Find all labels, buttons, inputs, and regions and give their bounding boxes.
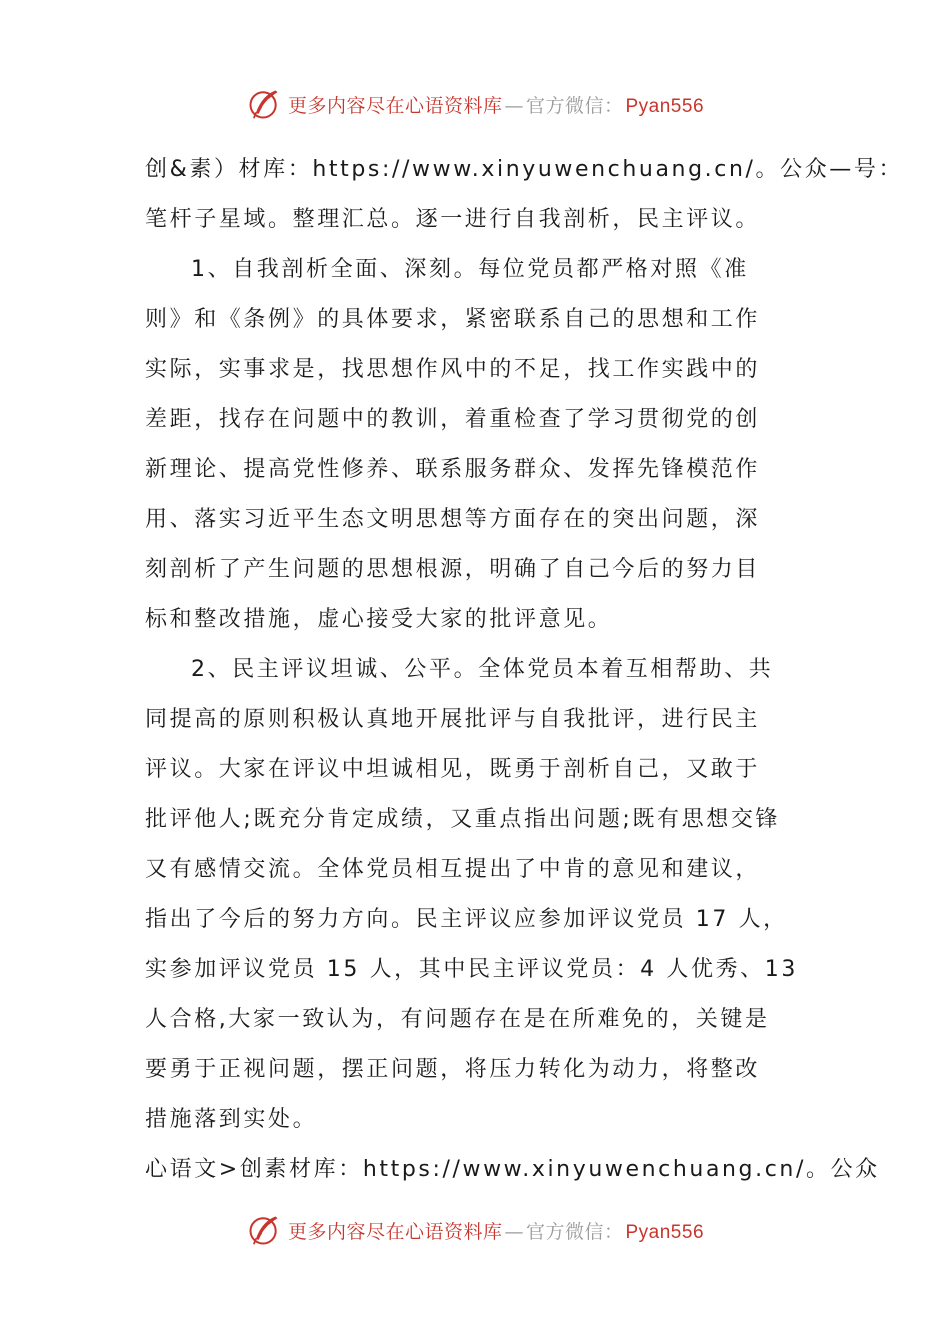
text-line: 差距，找存在问题中的教训，着重检查了学习贯彻党的创: [145, 407, 761, 432]
watermark-text: [288, 91, 704, 118]
watermark-official-label: 官方微信：: [525, 94, 624, 117]
text-line: 实参加评议党员 15 人，其中民主评议党员：4 人优秀、13: [145, 957, 798, 982]
text-line: 心语文>创素材库：https://www.xinyuwenchuang.cn/。公众: [145, 1157, 880, 1182]
text-line: 实际，实事求是，找思想作风中的不足，找工作实践中的: [145, 357, 761, 382]
text-line: 措施落到实处。: [145, 1107, 318, 1132]
watermark-brand: 更多内容尽在心语资料库: [287, 94, 503, 117]
text-line: 要勇于正视问题，摆正问题，将压力转化为动力，将整改: [145, 1057, 761, 1082]
text-line: 用、落实习近平生态文明思想等方面存在的突出问题，深: [145, 507, 761, 532]
watermark-wechat-id: Pyan556: [625, 95, 705, 117]
text-line: 同提高的原则积极认真地开展批评与自我批评，进行民主: [145, 707, 761, 732]
text-line: 又有感情交流。全体党员相互提出了中肯的意见和建议，: [145, 857, 761, 882]
text-line: 创&素）材库：https://www.xinyuwenchuang.cn/。公众—号：: [145, 157, 904, 182]
header-watermark: [0, 84, 950, 124]
text-line: 笔杆子星域。整理汇总。逐一进行自我剖析，民主评议。: [145, 207, 761, 232]
text-line: 指出了今后的努力方向。民主评议应参加评议党员 17 人，: [145, 907, 788, 932]
watermark-separator: —: [504, 1220, 524, 1243]
text-line: 批评他人;既充分肯定成绩，又重点指出问题;既有思想交锋: [145, 807, 781, 832]
quill-pen-logo-icon: [246, 1212, 282, 1248]
text-line: 新理论、提高党性修养、联系服务群众、发挥先锋模范作: [145, 457, 761, 482]
text-line: 2、民主评议坦诚、公平。全体党员本着互相帮助、共: [191, 657, 774, 682]
text-line: 评议。大家在评议中坦诚相见，既勇于剖析自己，又敢于: [145, 757, 761, 782]
footer-watermark: [0, 1210, 950, 1250]
text-line: 刻剖析了产生问题的思想根源，明确了自己今后的努力目: [145, 557, 761, 582]
text-line: 人合格,大家一致认为，有问题存在是在所难免的，关键是: [145, 1007, 770, 1032]
watermark-official-label: 官方微信：: [525, 1220, 624, 1243]
text-line: 1、自我剖析全面、深刻。每位党员都严格对照《准: [191, 257, 749, 282]
text-line: 标和整改措施，虚心接受大家的批评意见。: [145, 607, 613, 632]
text-line: 则》和《条例》的具体要求，紧密联系自己的思想和工作: [145, 307, 761, 332]
watermark-text: [288, 1217, 704, 1244]
watermark-brand: 更多内容尽在心语资料库: [287, 1220, 503, 1243]
quill-pen-logo-icon: [246, 86, 282, 122]
watermark-separator: —: [504, 94, 524, 117]
watermark-wechat-id: Pyan556: [625, 1221, 705, 1243]
document-body: [145, 145, 904, 1195]
